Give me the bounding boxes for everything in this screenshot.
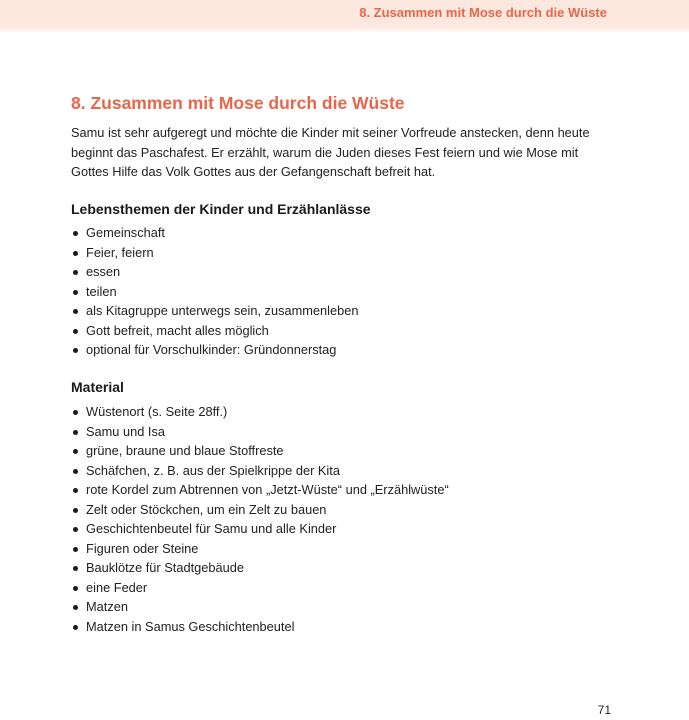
list-item: Figuren oder Steine (71, 539, 449, 559)
list-item: optional für Vorschulkinder: Gründonnerstag (71, 340, 358, 360)
list-item: teilen (71, 282, 358, 302)
chapter-title: 8. Zusammen mit Mose durch die Wüste (71, 93, 405, 113)
material-heading: Material (71, 379, 124, 395)
list-item: Geschichtenbeutel für Samu und alle Kinder (71, 519, 449, 539)
list-item: als Kitagruppe unterwegs sein, zusammenleben (71, 301, 358, 321)
list-item: Schäfchen, z. B. aus der Spielkrippe der Kita (71, 461, 449, 481)
list-item: Samu und Isa (71, 422, 449, 442)
list-item: Zelt oder Stöckchen, um ein Zelt zu bauen (71, 500, 449, 520)
running-head: 8. Zusammen mit Mose durch die Wüste (359, 5, 607, 20)
list-item: Bauklötze für Stadtgebäude (71, 558, 449, 578)
themes-list (71, 223, 358, 360)
list-item: essen (71, 262, 358, 282)
material-list (71, 402, 449, 636)
list-item: Feier, feiern (71, 243, 358, 263)
list-item: grüne, braune und blaue Stoffreste (71, 441, 449, 461)
page-number: 71 (597, 703, 611, 717)
list-item: Gott befreit, macht alles möglich (71, 321, 358, 341)
list-item: Matzen (71, 597, 449, 617)
list-item: Wüstenort (s. Seite 28ff.) (71, 402, 449, 422)
themes-heading: Lebensthemen der Kinder und Erzählanlässe (71, 201, 371, 217)
list-item: rote Kordel zum Abtrennen von „Jetzt-Wüste“ und „Erzählwüste“ (71, 480, 449, 500)
intro-paragraph: Samu ist sehr aufgeregt und möchte die Kinder mit seiner Vorfreude anstecken, denn heute beginnt das Paschafest. Er erzählt, warum die Juden dieses Fest feiern und wie Mose mit Gottes Hilfe das Volk Gottes aus der Gefangenschaft befreit hat. (71, 125, 590, 179)
list-item: Matzen in Samus Geschichtenbeutel (71, 617, 449, 637)
list-item: eine Feder (71, 578, 449, 598)
list-item: Gemeinschaft (71, 223, 358, 243)
